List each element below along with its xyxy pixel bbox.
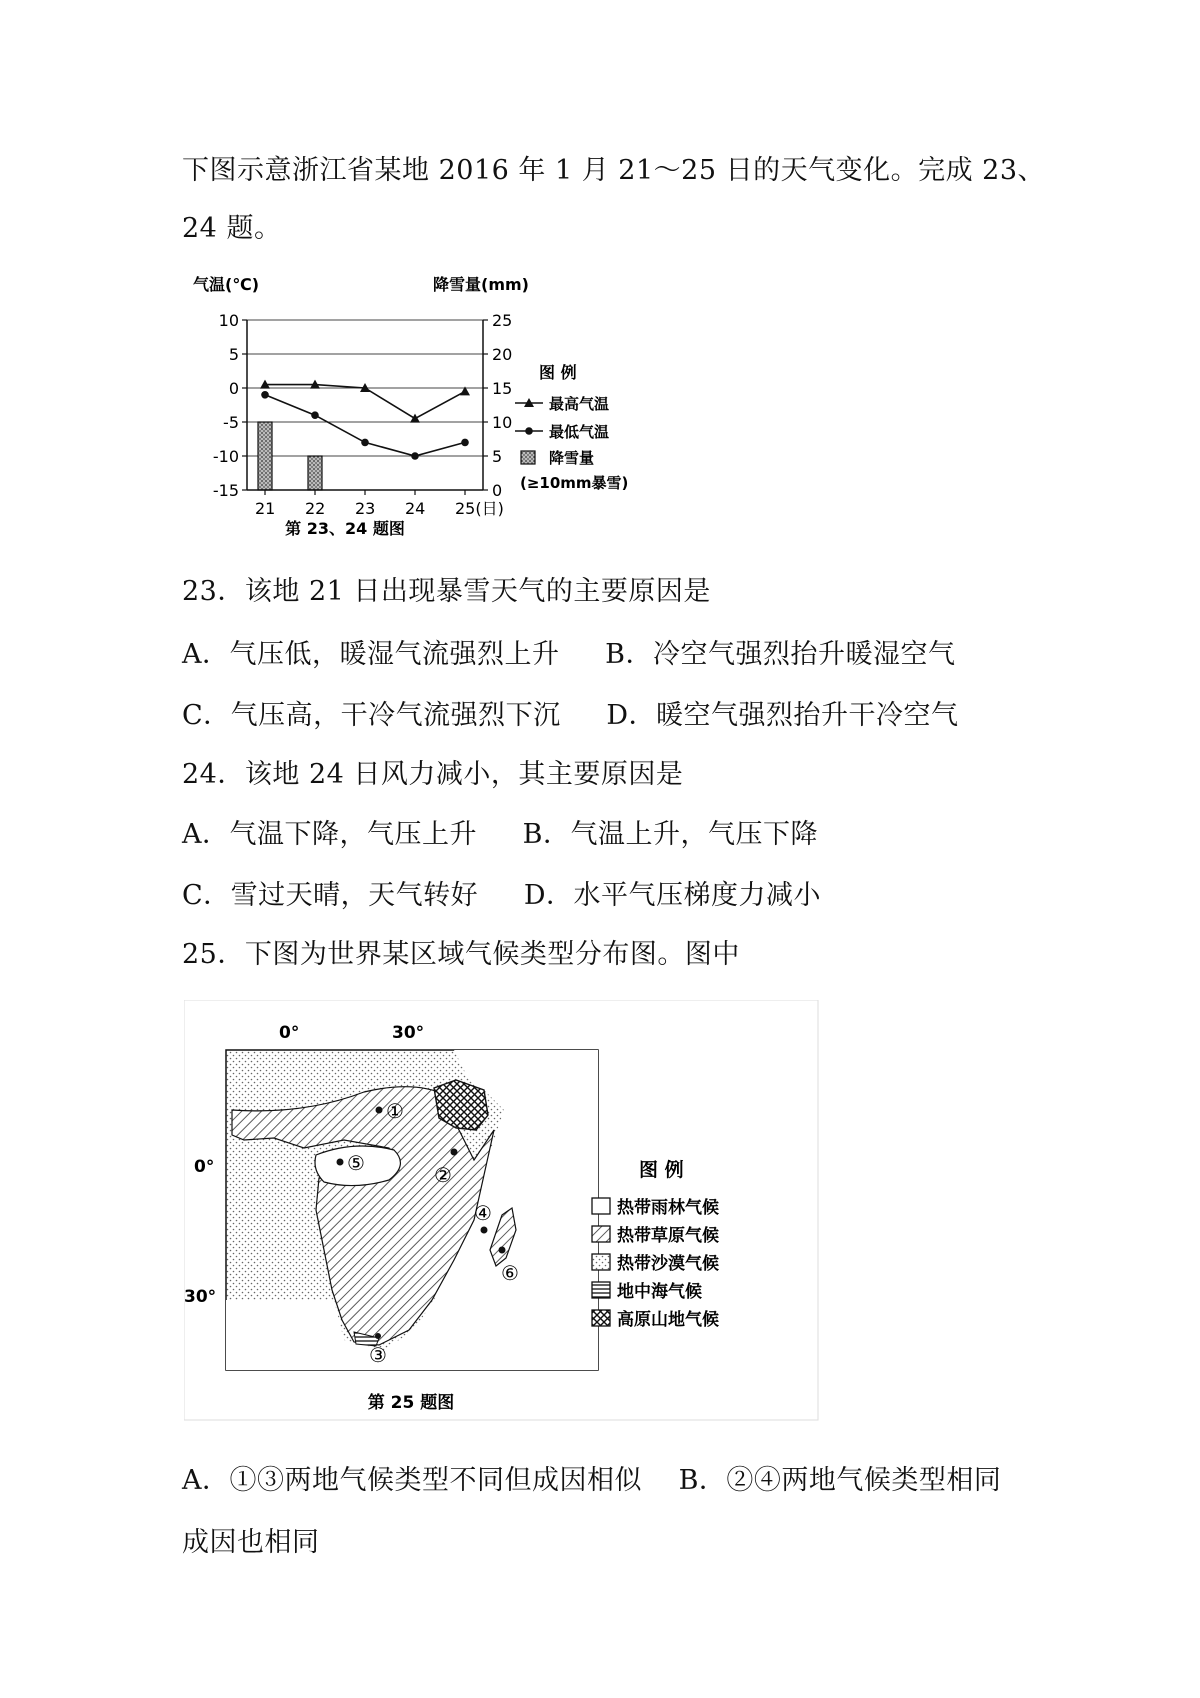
- left-tick-label: -5: [223, 413, 239, 432]
- min-temp-point: [461, 439, 469, 447]
- marker-4: ④: [474, 1201, 492, 1225]
- right-tick-label: 15: [492, 379, 513, 398]
- lat-label-30: 30°: [184, 1287, 217, 1307]
- legend-mediterranean: 地中海气候: [617, 1282, 702, 1302]
- min-temp-point: [311, 411, 319, 419]
- lat-label-0: 0°: [194, 1157, 215, 1177]
- intro-line-1: 下图示意浙江省某地 2016 年 1 月 21～25 日的天气变化。完成 23、: [182, 155, 1046, 186]
- series-line: [265, 395, 465, 456]
- legend-snowfall-note: (≥10mm暴雪): [520, 474, 629, 492]
- q25-options-b-cont: 成因也相同: [182, 1527, 320, 1558]
- legend-highland: 高原山地气候: [617, 1310, 719, 1330]
- chart-caption: 第 23、24 题图: [285, 519, 405, 538]
- q24-options-ab: A．气温下降，气压上升 B．气温上升，气压下降: [182, 819, 819, 850]
- marker-1: ①: [386, 1099, 404, 1123]
- left-tick-label: -10: [212, 447, 239, 466]
- x-tick-label: 23: [355, 499, 376, 518]
- q23-options-cd: C．气压高，干冷气流强烈下沉 D．暖空气强烈抬升干冷空气: [182, 700, 959, 731]
- temperature-lines: [260, 380, 470, 460]
- legend-savanna: 热带草原气候: [617, 1226, 719, 1246]
- marker-6: ⑥: [501, 1261, 519, 1285]
- marker-5: ⑤: [347, 1151, 365, 1175]
- min-temp-point: [411, 452, 419, 460]
- lon-label-30: 30°: [392, 1023, 425, 1043]
- left-tick-label: 5: [228, 345, 239, 364]
- right-tick-label: 5: [492, 447, 503, 466]
- snowfall-bar: [258, 422, 272, 490]
- snowfall-bar: [308, 456, 322, 490]
- right-axis-label: 降雪量(mm): [433, 275, 529, 294]
- legend-title: 图 例: [539, 363, 577, 382]
- right-tick-label: 10: [492, 413, 513, 432]
- right-tick-label: 25: [492, 311, 513, 330]
- right-tick-label: 0: [492, 481, 503, 500]
- min-temp-point: [361, 439, 369, 447]
- q24-stem: 24．该地 24 日风力减小，其主要原因是: [182, 759, 684, 790]
- q25-stem: 25．下图为世界某区域气候类型分布图。图中: [182, 939, 740, 970]
- q24-options-cd: C．雪过天晴，天气转好 D．水平气压梯度力减小: [182, 880, 821, 911]
- legend-snowfall: 降雪量: [549, 449, 595, 467]
- marker-3: ③: [369, 1343, 387, 1367]
- legend-rainforest: 热带雨林气候: [617, 1198, 719, 1218]
- min-temp-point: [261, 391, 269, 399]
- chart-legend: [515, 363, 628, 492]
- x-tick-label: 24: [405, 499, 426, 518]
- left-axis-label: 气温(℃): [193, 275, 260, 294]
- map-caption: 第 25 题图: [367, 1393, 455, 1413]
- x-tick-label: 25(日): [455, 499, 504, 518]
- grid-lines: [247, 320, 483, 490]
- x-tick-label: 22: [305, 499, 326, 518]
- marker-2: ②: [434, 1163, 452, 1187]
- q25-options-ab: A．①③两地气候类型不同但成因相似 B．②④两地气候类型相同: [182, 1465, 1002, 1496]
- lon-label-0: 0°: [279, 1023, 300, 1043]
- max-temp-point: [410, 414, 420, 423]
- left-tick-label: -15: [212, 481, 239, 500]
- left-tick-label: 10: [218, 311, 239, 330]
- intro-line-2: 24 题。: [182, 213, 282, 244]
- legend-max-temp: 最高气温: [549, 395, 610, 413]
- q23-options-ab: A．气压低，暖湿气流强烈上升 B．冷空气强烈抬升暖湿空气: [182, 639, 956, 670]
- left-tick-label: 0: [228, 379, 239, 398]
- x-tick-label: 21: [255, 499, 276, 518]
- legend-min-temp: 最低气温: [549, 423, 610, 441]
- right-tick-label: 20: [492, 345, 513, 364]
- q23-stem: 23．该地 21 日出现暴雪天气的主要原因是: [182, 576, 711, 607]
- legend-desert: 热带沙漠气候: [617, 1254, 719, 1274]
- weather-chart: [185, 268, 665, 544]
- climate-map: [184, 1000, 820, 1422]
- map-legend-title: 图 例: [639, 1159, 684, 1181]
